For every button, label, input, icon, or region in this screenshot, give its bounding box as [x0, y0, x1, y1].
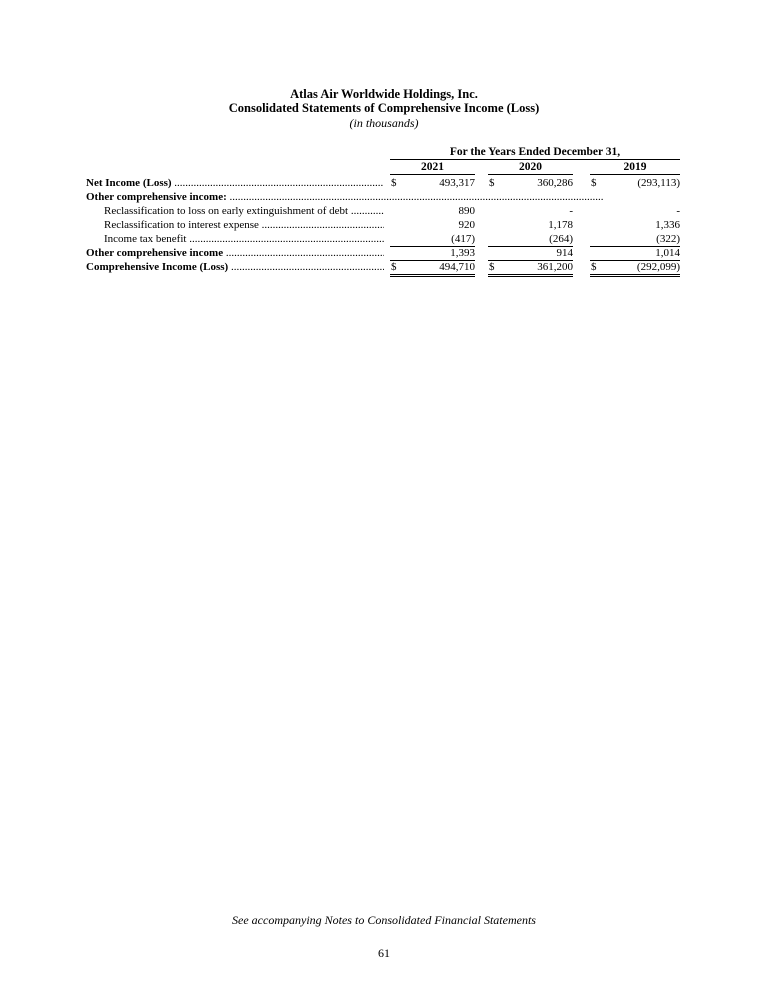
table-row-comprehensive-income — [0, 261, 768, 275]
period-header: For the Years Ended December 31, — [449, 146, 621, 158]
year-2021-header: 2021 — [421, 161, 444, 173]
value-2021: 494,710 — [439, 261, 475, 273]
value-2019: (293,113) — [637, 177, 680, 189]
year-2020-rule — [488, 174, 573, 175]
row-label: Income tax benefit ..... — [104, 233, 384, 245]
value-2021: 920 — [458, 219, 475, 231]
row-label: Reclassification to interest expense ..... — [104, 219, 384, 231]
year-2019-rule — [590, 174, 680, 175]
value-2021: (417) — [451, 233, 475, 245]
currency-symbol: $ — [391, 177, 397, 189]
period-header-rule — [390, 159, 680, 160]
value-2020: 360,286 — [537, 177, 573, 189]
year-2021-rule — [390, 174, 475, 175]
value-2019: - — [676, 205, 680, 217]
table-row-reclass-interest — [0, 219, 768, 233]
table-row-net-income — [0, 177, 768, 191]
value-2021: 890 — [458, 205, 475, 217]
page-number: 61 — [378, 946, 390, 960]
value-2021: 1,393 — [450, 247, 475, 259]
table-row-oci-total — [0, 247, 768, 261]
currency-symbol: $ — [489, 177, 495, 189]
value-2019: 1,336 — [655, 219, 680, 231]
footnote: See accompanying Notes to Consolidated Financial Statements — [232, 913, 536, 927]
company-name: Atlas Air Worldwide Holdings, Inc. — [290, 87, 478, 101]
value-2019: (292,099) — [636, 261, 680, 273]
statement-title: Consolidated Statements of Comprehensive Income (Loss) — [228, 101, 540, 115]
currency-symbol: $ — [591, 261, 597, 273]
grand-total-double-rule — [590, 274, 680, 277]
currency-symbol: $ — [489, 261, 495, 273]
row-label: Comprehensive Income (Loss) ..... — [86, 261, 384, 273]
value-2019: 1,014 — [655, 247, 680, 259]
section-heading: Other comprehensive income: ..... — [86, 191, 603, 203]
year-2020-header: 2020 — [519, 161, 542, 173]
row-label: Net Income (Loss) ..... — [86, 177, 384, 189]
row-label: Other comprehensive income ..... — [86, 247, 384, 259]
value-2020: (264) — [549, 233, 573, 245]
table-row-oci-heading — [0, 191, 768, 205]
value-2020: - — [569, 205, 573, 217]
value-2020: 361,200 — [537, 261, 573, 273]
currency-symbol: $ — [591, 177, 597, 189]
units-note: (in thousands) — [349, 116, 419, 130]
year-2019-header: 2019 — [623, 161, 647, 173]
currency-symbol: $ — [391, 261, 397, 273]
value-2020: 1,178 — [548, 219, 573, 231]
grand-total-double-rule — [488, 274, 573, 277]
grand-total-double-rule — [390, 274, 475, 277]
value-2020: 914 — [556, 247, 573, 259]
table-row-reclass-debt — [0, 205, 768, 219]
row-label: Reclassification to loss on early extinguishment of debt ..... — [104, 205, 384, 217]
value-2019: (322) — [656, 233, 680, 245]
table-row-income-tax — [0, 233, 768, 247]
value-2021: 493,317 — [439, 177, 475, 189]
